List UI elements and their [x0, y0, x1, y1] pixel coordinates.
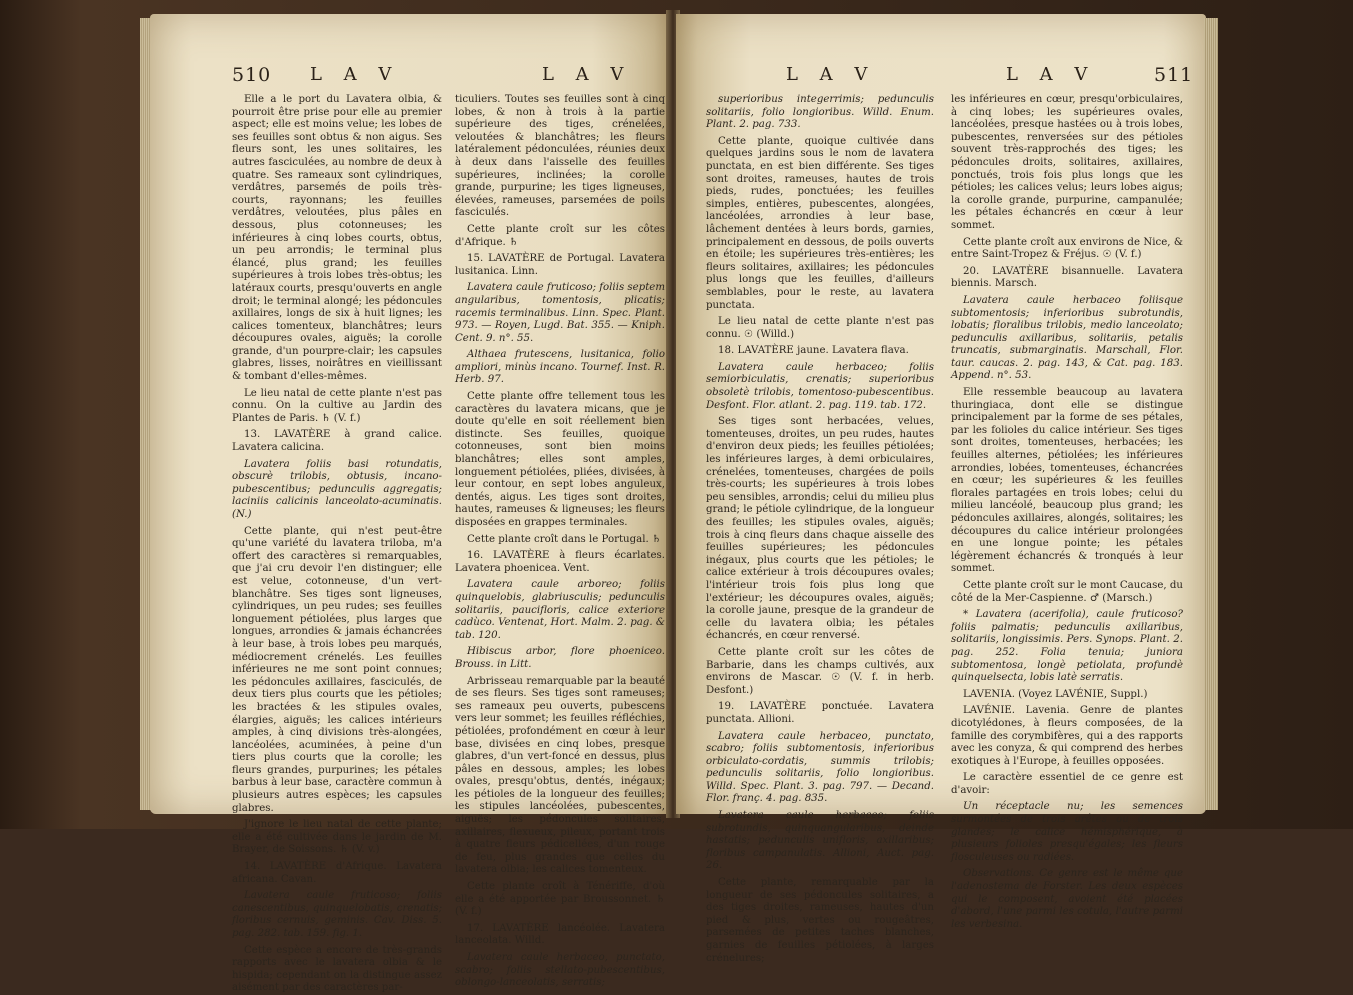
latin-diagnosis: Lavatera caule herbaceo; foliis subrotundis, quinquangularibus, deinde hastatis; pedunculis unifloris, axillaribus; floribus campanulatis. Allioni, Auct. pag. 26. — [706, 810, 934, 872]
right-page-header — [676, 64, 1206, 90]
article-heading: 17. LAVATÈRE lancéolée. Lavatera lanceolata. Willd. — [455, 922, 665, 947]
paragraph: Ses tiges sont herbacées, velues, tomenteuses, droites, un peu rudes, hautes d'environ deux pieds; les feuilles pétiolées; les inférieures larges, à demi orbiculaires, crénelées, tomenteuses, chargées de poils très-courts; les supérieures à trois lobes peu sensibles, arrondis; celui du milieu plus grand; le pétiole cylindrique, de la longueur des feuilles; les stipules ovales, aiguës; trois à cinq fleurs dans chaque aisselle des feuilles supérieures; les pédoncules inégaux, plus courts que les pétioles; le calice extérieur à trois découpures ovales; l'intérieur trois fois plus long que l'extérieur; les découpures ovales, aiguës; la corolle jaune, presque de la grandeur de celle du lavatera olbia; les pétales échancrés, en cœur renversé. — [706, 416, 934, 642]
article-heading: 14. LAVATÈRE d'Afrique. Lavatera africana. Cavan. — [232, 861, 442, 885]
latin-diagnosis: Observations. Ce genre est le même que l'adenostema de Forster. Les deux espèces qui le composent, avoient été placées d'abord, l'une parmi les cotula, l'autre parmi les verbesina. — [951, 868, 1183, 930]
left-page — [150, 14, 670, 994]
left-page-number: 510 — [232, 64, 272, 86]
paragraph: Le caractère essentiel de ce genre est d'avoir: — [951, 772, 1183, 796]
right-page-column-2 — [951, 94, 1183, 930]
latin-diagnosis: Lavatera foliis basi rotundatis, obscurè trilobis, obtusis, incano-pubescentibus; pedunculis aggregatis; laciniis calicinis lanceolato-acuminatis. (N.) — [232, 458, 442, 520]
right-page-number: 511 — [1154, 64, 1194, 86]
page-edges-right — [1204, 18, 1218, 810]
article-heading: 13. LAVATÈRE à grand calice. Lavatera calicina. — [232, 429, 442, 454]
paragraph: Cette plante croît aux environs de Nice, & entre Saint-Tropez & Fréjus. ☉ (V. f.) — [951, 236, 1183, 261]
paragraph: les inférieures en cœur, presqu'orbiculaires, à cinq lobes; les supérieures ovales, lancéolées, presque hastées ou à trois lobes, pubescentes, renversées sur des pétioles souvent très-rapprochés des tiges; les pédoncules droits, solitaires, axillaires, ponctués, trois fois plus longs que les pétioles; les calices velus; leurs lobes aigus; la corolle grande, purpurine, campanulée; les pétales échancrés en cœur à leur sommet. — [951, 94, 1183, 231]
paragraph: Elle a le port du Lavatera olbia, & pourroit être prise pour elle au premier aspect; elle est moins velue; les lobes de ses feuilles sont obtus & non aigus. Ses fleurs sont, les unes solitaires, les autres fasciculées, au nombre de deux à quatre. Ses rameaux sont cylindriques, verdâtres, parsemés de poils très-courts, rayonnans; les feuilles verdâtres, veloutées, plus pâles en dessous, plus cotonneuses; les inférieures à cinq lobes courts, obtus, un peu arrondis; le terminal plus élancé, plus grand; les feuilles supérieures à trois lobes très-obtus; les latéraux courts, presqu'ouverts en angle droit; le terminal alongé; les pédoncules axillaires, longs de six à huit lignes; les calices tomenteux, blanchâtres; leurs découpures ovales, aiguës; la corolle grande, d'un pourpre-clair; les capsules glabres, lisses, noirâtres en vieillissant & tombant d'elles-mêmes. — [232, 94, 442, 383]
right-page — [676, 14, 1206, 964]
paragraph: Arbrisseau remarquable par la beauté de ses fleurs. Ses tiges sont rameuses; ses rameaux peu ouverts, pubescens vers leur sommet; les feuilles réfléchies, pétiolées, profondément en cœur à leur base, divisées en cinq lobes, presque glabres, d'un vert-foncé en dessus, plus pâles en dessous, amples; les lobes ovales, presqu'obtus, dentés, inégaux; les pétioles de la longueur des feuilles; les stipules lancéolées, pubescentes, aiguës; les pédoncules solitaires, axillaires, flexueux, pileux, portant trois à quatre fleurs pédicellées, d'un rouge de feu, plus grandes que celles du lavatera olbia; les calices tomenteux. — [455, 675, 665, 876]
latin-diagnosis: Lavatera caule fruticoso; foliis septem angularibus, tomentosis, plicatis; racemis terminalibus. Linn. Spec. Plant. 973. — Royen, Lugd. Bat. 355. — Kniph. Cent. 9. n°. 55. — [455, 282, 665, 344]
left-running-head-b: L A V — [542, 64, 632, 85]
paragraph: Cette plante, qui n'est peut-être qu'une variété du lavatera triloba, m'a offert des caractères si remarquables, que j'ai cru devoir l'en distinguer; elle est velue, cotonneuse, d'un vert-blanchâtre. Ses tiges sont ligneuses, cylindriques, un peu rudes; ses feuilles longuement pétiolées, plus larges que longues, arrondies & jamais échancrées à leur base, à trois lobes peu marqués, médiocrement crénelés. Les feuilles inférieures ne me sont point connues; les pédoncules axillaires, fasciculés, de deux tiers plus courts que les pétioles; les bractées & les stipules ovales, élargies, aiguës; les calices intérieurs amples, à cinq divisions très-alongées, lancéolées, acuminées, à peine d'un tiers plus courts que la corolle; les fleurs grandes, purpurines; les pétales barbus à leur base, caractère commun à plusieurs autres espèces; les capsules glabres. — [232, 525, 442, 814]
article-heading: LAVENIA. (Voyez LAVÉNIE, Suppl.) — [963, 688, 1148, 700]
latin-diagnosis: Lavatera caule herbaceo, punctato, scabro; foliis subtomentosis, inferioribus orbiculato-cordatis, summis trilobis; pedunculis solitariis, folio longioribus. Willd. Spec. Plant. 3. pag. 797. — Decand. Flor. franç. 4. pag. 835. — [706, 730, 934, 805]
paragraph: Cette plante, quoique cultivée dans quelques jardins sous le nom de lavatera punctata, en est bien différente. Ses tiges sont droites, rameuses, hautes de trois pieds, rudes, ponctuées; les feuilles simples, entières, pubescentes, alongées, lancéolées, arrondies à leur base, lâchement dentées à leurs bords, garnies, principalement en dessous, de poils ouverts en étoile; les supérieures très-entières; les fleurs solitaires, axillaires; les pédoncules plus longs que les feuilles, d'ailleurs semblables, pour le reste, au lavatera punctata. — [706, 135, 934, 311]
latin-diagnosis: * Lavatera (acerifolia), caule fruticoso? foliis palmatis; pedunculis axillaribus, solitariis, longissimis. Pers. Synops. Plant. 2. pag. 252. Folia tenuia; juniora subtomentosa, longè petiolata, profundè quinquelsecta, lobis latè serratis. — [951, 609, 1183, 684]
paragraph: Le lieu natal de cette plante n'est pas connu. On la cultive au Jardin des Plantes de Paris. ♄ (V. f.) — [232, 387, 442, 424]
paragraph: J'ignore le lieu natal de cette plante; elle a été cultivée dans le jardin de M. Brayer, de Soissons. ♄ (V. v.) — [232, 819, 442, 856]
left-page-column-1 — [232, 94, 442, 994]
right-page-column-1 — [706, 94, 934, 964]
paragraph: Cette espèce a encore de très-grands rapports avec le lavatera olbia & le hispida; cependant on la distingue assez aisément par des caractères par- — [232, 944, 442, 994]
latin-diagnosis: Lavatera caule herbaceo; foliis semiorbiculatis, crenatis; superioribus obsoletè trilobis, tomentoso-pubescentibus. Desfont. Flor. atlant. 2. pag. 119. tab. 172. — [706, 361, 934, 411]
article-heading: 18. LAVATÈRE jaune. Lavatera flava. — [718, 345, 909, 357]
paragraph: Le lieu natal de cette plante n'est pas connu. ☉ (Willd.) — [706, 316, 934, 340]
article-heading: 16. LAVATÈRE à fleurs écarlates. Lavatera phoenicea. Vent. — [455, 550, 665, 574]
paragraph: Cette plante croît sur le mont Caucase, du côté de la Mer-Caspienne. ♂ (Marsch.) — [951, 579, 1183, 604]
latin-diagnosis: Althaea frutescens, lusitanica, folio ampliori, minùs incano. Tournef. Inst. R. Herb. 97. — [455, 349, 665, 386]
paragraph: Cette plante croît dans le Portugal. ♄ — [467, 533, 662, 545]
left-page-header — [150, 64, 670, 90]
left-page-column-2 — [455, 94, 665, 989]
paragraph: Cette plante croît sur les côtes d'Afrique. ♄ — [455, 223, 665, 248]
latin-diagnosis: Lavatera caule arboreo; foliis quinquelobis, glabriusculis; pedunculis solitariis, paucifloris, calice exteriore cadùco. Ventenat, Hort. Malm. 2. pag. & tab. 120. — [455, 579, 665, 641]
paragraph: ticuliers. Toutes ses feuilles sont à cinq lobes, & non à trois à la partie supérieure des tiges, crénelées, veloutées & blanchâtres; les fleurs latéralement pédonculées, réunies deux à deux dans l'aisselle des feuilles supérieures, inclinées; la corolle grande, purpurine; les tiges ligneuses, élevées, rameuses, parsemées de poils fasciculés. — [455, 94, 665, 219]
article-heading: 15. LAVATÈRE de Portugal. Lavatera lusitanica. Linn. — [455, 253, 665, 277]
right-running-head-a: L A V — [786, 64, 876, 85]
paragraph: Cette plante croît à Ténériffe, d'où elle a été apportée par Broussonnet. ♄ (V. f.) — [455, 881, 665, 918]
latin-diagnosis: superioribus integerrimis; pedunculis solitariis, folio longioribus. Willd. Enum. Plant. 2. pag. 733. — [706, 94, 934, 131]
paragraph: Cette plante offre tellement tous les caractères du lavatera micans, que je doute qu'elle en soit réellement bien distincte. Ses feuilles, quoique cotonneuses, sont bien moins blanchâtres; elles sont amples, longuement pétiolées, pliées, divisées, à leur contour, en sept lobes anguleux, dentés, aigus. Les tiges sont droites, hautes, rameuses & ligneuses; les fleurs disposées en grappes terminales. — [455, 391, 665, 528]
latin-diagnosis: Un réceptacle nu; les semences surmontées de trois arêtes ou de trois glandes; le calice hémisphérique, à plusieurs folioles presqu'égales; les fleurs flosculeuses ou radiées. — [951, 801, 1183, 863]
paragraph: Elle ressemble beaucoup au lavatera thuringiaca, dont elle se distingue principalement par la forme de ses pétales, par les folioles du calice intérieur. Ses tiges sont droites, tomenteuses, herbacées; les feuilles alternes, pétiolées; les inférieures arrondies, lobées, tomenteuses, échancrées en cœur; les supérieures & les feuilles florales partagées en trois lobes; celui du milieu lancéolé, beaucoup plus grand; les pédoncules axillaires, alongés, solitaires; les découpures du calice intérieur prolongées en une longue pointe; les pétales légèrement échancrés & tronqués à leur sommet. — [951, 387, 1183, 575]
latin-diagnosis: Hibiscus arbor, flore phoeniceo. Brouss. in Litt. — [455, 646, 665, 670]
left-running-head-a: L A V — [310, 64, 400, 85]
article-heading: 20. LAVATÈRE bisannuelle. Lavatera biennis. Marsch. — [951, 265, 1183, 290]
latin-diagnosis: Lavatera caule herbaceo foliisque subtomentosis; inferioribus subrotundis, lobatis; floralibus trilobis, medio lanceolato; pedunculis axillaribus, solitariis, petalis truncatis, submarginatis. Marschall, Flor. taur. caucas. 2. pag. 143, & Cat. pag. 183. Append. n°. 53. — [951, 294, 1183, 382]
paragraph: Cette plante, remarquable par la longueur de ses pédoncules solitaires, a des tiges droites, rameuses, hautes d'un pied & plus, vertes ou rougeâtres, parsemées de petites taches blanches, garnies de feuilles pétiolées, à larges crénelures; — [706, 877, 934, 964]
article-heading: 19. LAVATÈRE ponctuée. Lavatera punctata. Allioni. — [706, 701, 934, 725]
latin-diagnosis: Lavatera caule herbaceo, punctato, scabro; foliis stellato-pubescentibus, oblongo-lanceolatis, serratis; — [455, 952, 665, 989]
paragraph: LAVÉNIE. Lavenia. Genre de plantes dicotylédones, à fleurs composées, de la famille des corymbifères, qui a des rapports avec les conyza, & qui comprend des herbes exotiques à l'Europe, à feuilles opposées. — [951, 705, 1183, 767]
paragraph: Cette plante croît sur les côtes de Barbarie, dans les champs cultivés, aux environs de Mascar. ☉ (V. f. in herb. Desfont.) — [706, 646, 934, 696]
right-running-head-b: L A V — [1006, 64, 1096, 85]
latin-diagnosis: Lavatera caule fruticoso; foliis canescentibus, quinquelobatis, crenatis; floribus cernuis, geminis. Cav. Diss. 5. pag. 282. tab. 159. fig. 1. — [232, 890, 442, 939]
